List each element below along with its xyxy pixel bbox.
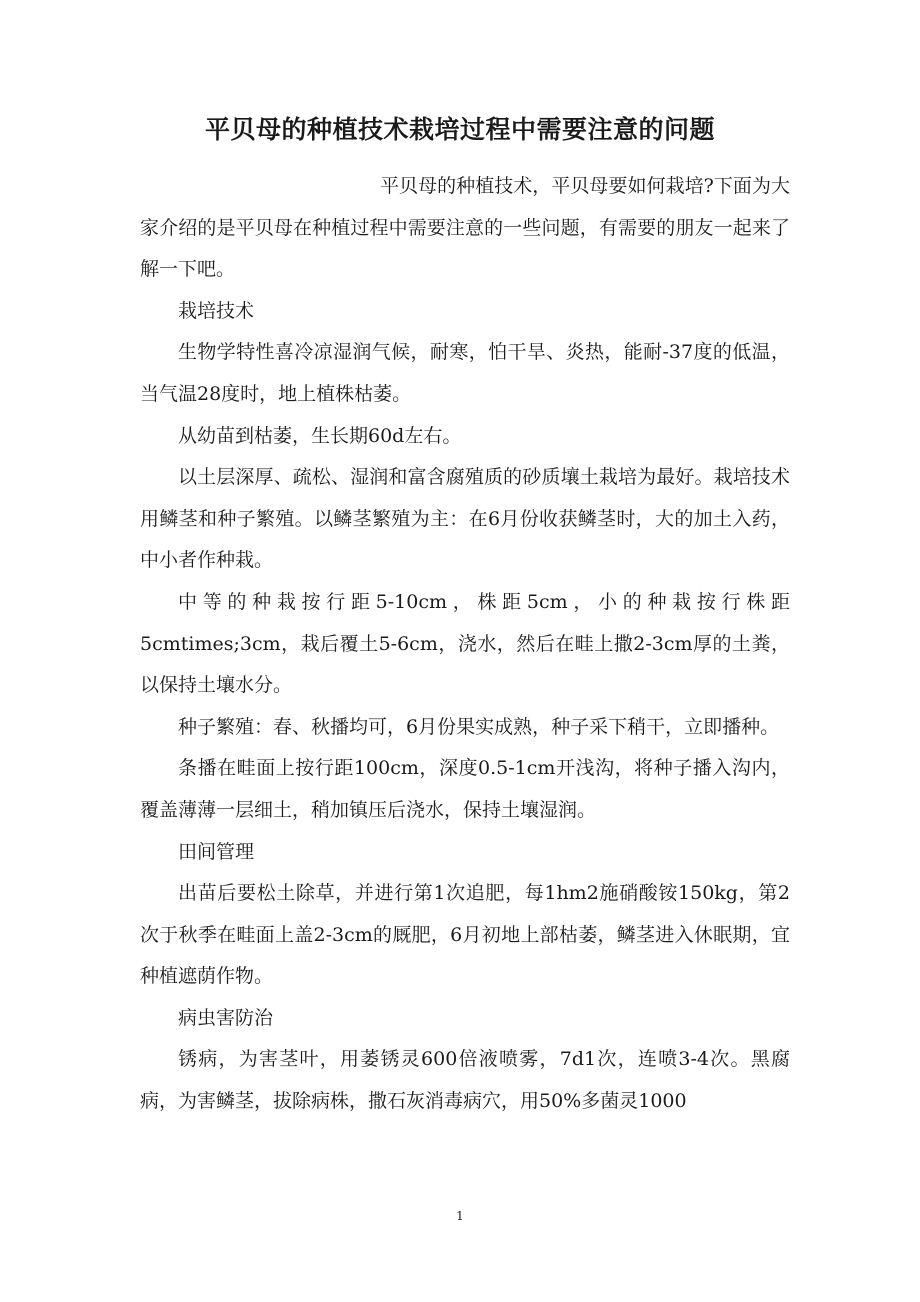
paragraph-spacing: 中等的种栽按行距5-10cm，株距5cm，小的种栽按行株距5cmtimes;3cm，栽后覆土5-6cm，浇水，然后在畦上撒2-3cm厚的土粪，以保持土壤水分。 <box>140 590 790 697</box>
document-title: 平贝母的种植技术栽培过程中需要注意的问题 <box>204 115 715 144</box>
paragraph-soil: 以土层深厚、疏松、湿润和富含腐殖质的砂质壤土栽培为最好。栽培技术用鳞茎和种子繁殖。以鳞茎繁殖为主：在6月份收获鳞茎时，大的加土入药，中小者作种栽。 <box>140 466 790 572</box>
page-number: 1 <box>456 1209 464 1223</box>
paragraph-growth-period: 从幼苗到枯萎，生长期60d左右。 <box>178 424 462 447</box>
paragraph-drill-sowing: 条播在畦面上按行距100cm，深度0.5-1cm开浅沟，将种子播入沟内，覆盖薄薄一层细土，稍加镇压后浇水，保持土壤湿润。 <box>140 757 790 821</box>
paragraph-diseases: 锈病，为害茎叶，用萎锈灵600倍液喷雾，7d1次，连喷3-4次。黑腐病，为害鳞茎，拔除病株，撒石灰消毒病穴，用50%多菌灵1000 <box>140 1048 790 1113</box>
intro-paragraph: 平贝母的种植技术，平贝母要如何栽培?下面为大家介绍的是平贝母在种植过程中需要注意的一些问题，有需要的朋友一起来了解一下吧。 <box>140 175 790 281</box>
paragraph-fertilizing: 出苗后要松土除草，并进行第1次追肥，每1hm2施硝酸铵150kg，第2次于秋季在畦面上盖2-3cm的厩肥，6月初地上部枯萎，鳞茎进入休眠期，宜种植遮荫作物。 <box>140 882 790 988</box>
section-heading-field-management: 田间管理 <box>178 840 255 863</box>
section-heading-cultivation: 栽培技术 <box>178 299 255 322</box>
paragraph-biology: 生物学特性喜冷凉湿润气候，耐寒，怕干旱、炎热，能耐-37度的低温，当气温28度时，地上植株枯萎。 <box>140 341 790 405</box>
document-body <box>140 166 790 1123</box>
paragraph-seed-propagation: 种子繁殖：春、秋播均可，6月份果实成熟，种子采下稍干，立即播种。 <box>178 715 780 738</box>
section-heading-pest-control: 病虫害防治 <box>178 1006 274 1029</box>
